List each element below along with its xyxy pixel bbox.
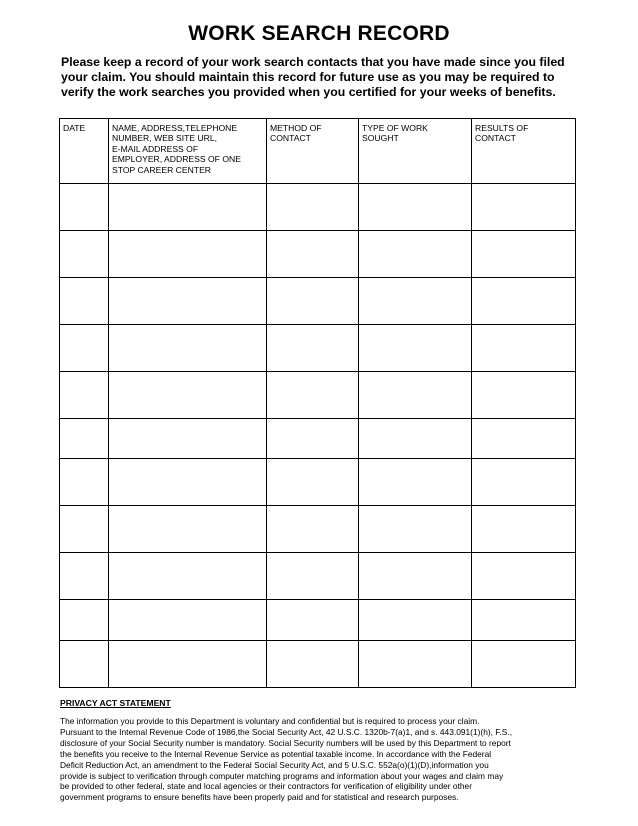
work-search-table [59,118,576,688]
table-row [60,600,576,641]
privacy-act-body [60,716,580,803]
privacy-act-line: the benefits you receive to the Internal Revenue Service as potential taxable income. In accordance with the Federal [60,748,492,759]
table-cell[interactable] [472,553,576,600]
column-header-method-of-contact [267,119,359,184]
table-cell[interactable] [472,600,576,641]
table-cell[interactable] [472,506,576,553]
privacy-act-line: Pursuant to the Internal Revenue Code of 1986,the Social Security Act, 42 U.S.C. 1320b-7(a)1, and s. 443.091(1)(h), F.S., [60,726,513,737]
table-cell[interactable] [109,372,267,419]
table-cell[interactable] [359,459,472,506]
table-cell[interactable] [267,506,359,553]
table-cell[interactable] [359,278,472,325]
table-cell[interactable] [109,231,267,278]
table-cell[interactable] [359,506,472,553]
privacy-act-statement [60,698,580,803]
table-cell[interactable] [60,184,109,231]
table-cell[interactable] [109,419,267,459]
table-row [60,278,576,325]
table-row [60,459,576,506]
table-cell[interactable] [472,419,576,459]
table-cell[interactable] [267,459,359,506]
column-header-line: E-MAIL ADDRESS OF [112,143,199,154]
privacy-act-line: The information you provide to this Department is voluntary and confidential but is required to process your claim. [60,716,480,726]
table-row [60,325,576,372]
table-cell[interactable] [60,278,109,325]
table-cell[interactable] [60,372,109,419]
column-header-line: NAME, ADDRESS,TELEPHONE [112,123,238,133]
table-row [60,184,576,231]
instructions-text: Please keep a record of your work search contacts that you have made since you filed your claim. You should maintain this record for future use as you may be required to verify the work searches you provided when you certified for your weeks of benefits. [61,55,565,99]
table-cell[interactable] [109,600,267,641]
table-cell[interactable] [267,419,359,459]
column-header-results-of-contact [472,119,576,184]
table-cell[interactable] [359,184,472,231]
privacy-act-title: PRIVACY ACT STATEMENT [60,698,171,708]
table-cell[interactable] [109,459,267,506]
table-body [60,184,576,688]
privacy-act-line: be provided to other federal, state and local agencies or their contractors for verification of eligibility under other [60,781,472,792]
table-cell[interactable] [109,278,267,325]
table-cell[interactable] [267,641,359,688]
table-cell[interactable] [267,372,359,419]
table-cell[interactable] [472,184,576,231]
table-cell[interactable] [359,419,472,459]
column-header-line: CONTACT [270,133,311,144]
table-cell[interactable] [359,641,472,688]
table-cell[interactable] [472,641,576,688]
column-header-line: CONTACT [475,133,516,144]
table-cell[interactable] [60,419,109,459]
table-cell[interactable] [60,325,109,372]
table-cell[interactable] [109,325,267,372]
column-header-date [60,119,109,184]
table-cell[interactable] [359,553,472,600]
column-header-line: RESULTS OF [475,123,529,133]
privacy-act-line: Deficit Reduction Act, an amendment to the Federal Social Security Act, and 5 U.S.C. 552a(o)(1)(D),information you [60,759,489,770]
table-cell[interactable] [359,325,472,372]
page-title: WORK SEARCH RECORD [188,22,450,45]
column-header-line: STOP CAREER CENTER [112,164,212,175]
table-cell[interactable] [359,600,472,641]
table-cell[interactable] [472,231,576,278]
table-cell[interactable] [60,600,109,641]
column-header-line: TYPE OF WORK [362,123,428,133]
column-header-line: NUMBER, WEB SITE URL, [112,133,218,144]
table-cell[interactable] [267,553,359,600]
table-cell[interactable] [60,506,109,553]
privacy-act-line: government programs to ensure benefits have been properly paid and for statistical and research purposes. [60,792,459,803]
privacy-act-line: provide is subject to verification through computer matching programs and information about your wages and claim may [60,770,504,781]
table-row [60,372,576,419]
table-cell[interactable] [60,231,109,278]
table-row [60,231,576,278]
table-cell[interactable] [472,278,576,325]
privacy-act-line: disclosure of your Social Security number is mandatory. Social Security numbers will be used by this Department to report [60,737,511,748]
table-cell[interactable] [109,641,267,688]
column-header-line: EMPLOYER, ADDRESS OF ONE [112,154,241,165]
column-header-line: METHOD OF [270,123,322,133]
table-cell[interactable] [60,459,109,506]
table-row [60,641,576,688]
table-cell[interactable] [267,231,359,278]
table-cell[interactable] [267,325,359,372]
table-cell[interactable] [472,372,576,419]
table-cell[interactable] [109,184,267,231]
table-cell[interactable] [472,325,576,372]
column-header-line: SOUGHT [362,133,399,144]
table-header-row [60,119,576,184]
column-header-type-of-work [359,119,472,184]
column-header-employer-info [109,119,267,184]
table-cell[interactable] [267,278,359,325]
table-cell[interactable] [60,641,109,688]
table-row [60,419,576,459]
table-row [60,506,576,553]
table-cell[interactable] [359,231,472,278]
table-row [60,553,576,600]
table-cell[interactable] [109,506,267,553]
column-header-line: DATE [63,123,86,133]
table-cell[interactable] [267,600,359,641]
table-cell[interactable] [60,553,109,600]
table-cell[interactable] [472,459,576,506]
table-cell[interactable] [109,553,267,600]
table-cell[interactable] [359,372,472,419]
table-cell[interactable] [267,184,359,231]
